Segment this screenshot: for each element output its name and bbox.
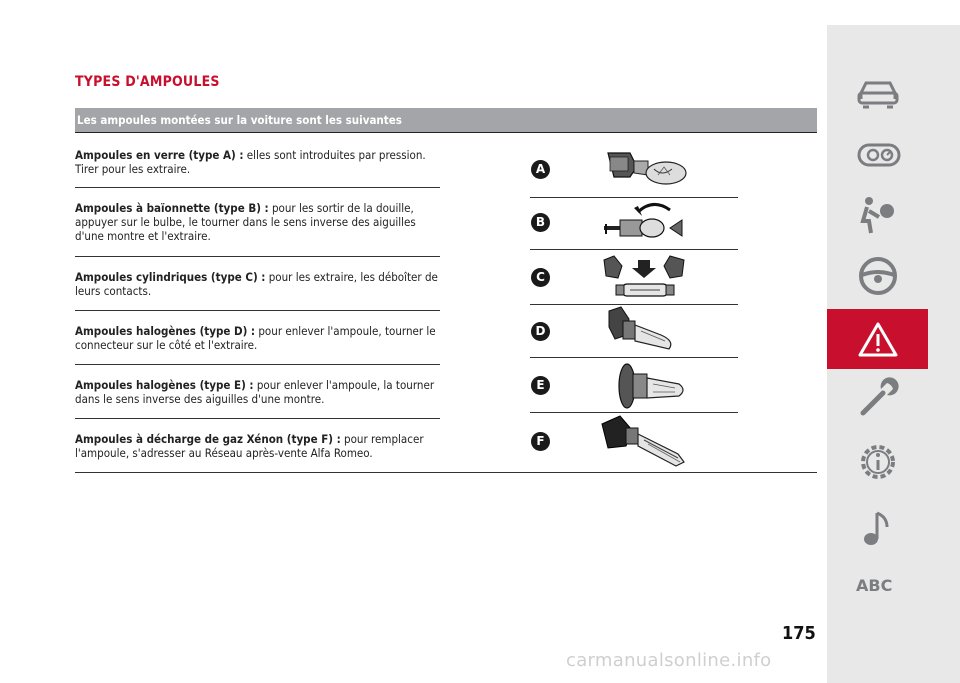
badge-f: F xyxy=(531,432,550,451)
sidebar-item-technical-data[interactable] xyxy=(827,429,928,489)
page-number: 175 xyxy=(782,623,816,644)
divider xyxy=(75,418,440,419)
divider xyxy=(75,364,440,365)
car-icon xyxy=(857,77,899,111)
sidebar-item-car[interactable] xyxy=(827,65,928,125)
bulb-type-f-image xyxy=(598,414,690,470)
page-title: TYPES D'AMPOULES xyxy=(75,74,220,90)
section-subheader: Les ampoules montées sur la voiture sont les suivantes xyxy=(75,108,817,132)
bulb-type-e-image xyxy=(605,360,690,412)
sidebar-item-airbag[interactable] xyxy=(827,183,928,243)
divider xyxy=(75,256,440,257)
divider xyxy=(75,187,440,188)
dashboard-icon xyxy=(857,137,901,171)
divider xyxy=(75,132,817,133)
watermark: carmanualsonline.info xyxy=(566,650,772,671)
airbag-icon xyxy=(857,195,899,235)
entry-type-b: Ampoules à baïonnette (type B) : pour les sortir de la douille, appuyer sur le bulbe, le tourner dans le sens inverse des aiguilles d'une montre et l'extraire. xyxy=(75,201,416,243)
divider xyxy=(75,310,440,311)
sidebar-item-steering[interactable] xyxy=(827,243,928,303)
entry-type-a: Ampoules en verre (type A) : elles sont introduites par pression. Tirer pour les extraire. xyxy=(75,148,426,176)
divider xyxy=(530,357,738,358)
divider xyxy=(530,249,738,250)
info-gear-icon xyxy=(857,441,899,483)
bulb-type-b-image xyxy=(598,196,688,246)
warning-icon xyxy=(857,321,899,359)
bulb-type-a-image xyxy=(600,145,690,190)
sidebar xyxy=(827,25,960,683)
wrench-icon xyxy=(857,377,899,419)
badge-b: B xyxy=(531,213,550,232)
entry-type-f: Ampoules à décharge de gaz Xénon (type F) : pour remplacer l'ampoule, s'adresser au Réseau après-vente Alfa Romeo. xyxy=(75,432,424,460)
sidebar-item-dashboard[interactable] xyxy=(827,125,928,185)
steering-wheel-icon xyxy=(857,255,899,297)
entry-type-e: Ampoules halogènes (type E) : pour enlever l'ampoule, la tourner dans le sens inverse des aiguilles d'une montre. xyxy=(75,378,435,406)
badge-d: D xyxy=(531,322,550,341)
sidebar-item-index[interactable]: ABC xyxy=(856,576,893,595)
badge-e: E xyxy=(531,376,550,395)
entry-type-d: Ampoules halogènes (type D) : pour enlever l'ampoule, tourner le connecteur sur le côté et l'extraire. xyxy=(75,324,436,352)
entry-type-c: Ampoules cylindriques (type C) : pour les extraire, les déboîter de leurs contacts. xyxy=(75,270,438,298)
sidebar-item-warning[interactable] xyxy=(827,309,928,369)
divider xyxy=(530,412,738,413)
badge-c: C xyxy=(531,268,550,287)
bulb-type-c-image xyxy=(600,252,690,302)
sidebar-item-multimedia[interactable] xyxy=(827,497,928,557)
badge-a: A xyxy=(531,160,550,179)
divider xyxy=(75,472,817,473)
sidebar-item-maintenance[interactable] xyxy=(827,365,928,425)
music-note-icon xyxy=(857,509,899,549)
bulb-type-d-image xyxy=(605,305,685,357)
